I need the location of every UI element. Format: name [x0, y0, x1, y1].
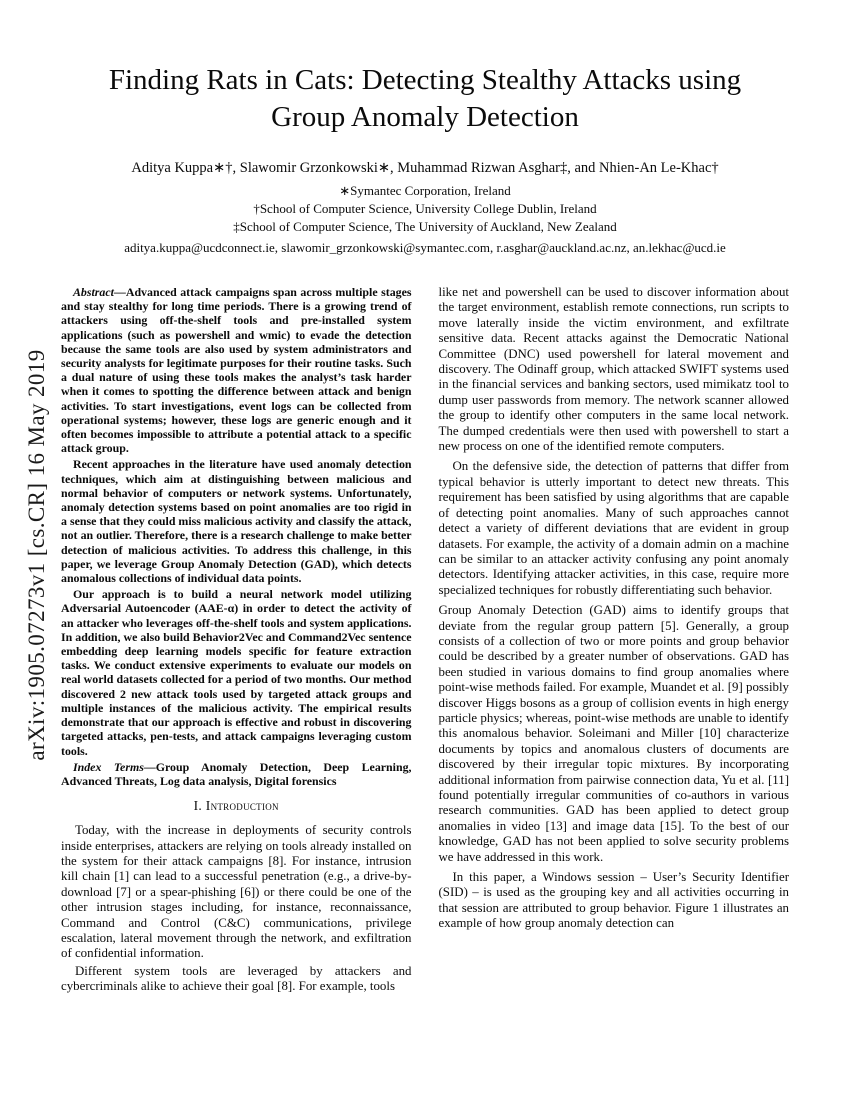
- affiliation-ucd: †School of Computer Science, University College Dublin, Ireland: [253, 201, 597, 216]
- introduction-continuation-4: In this paper, a Windows session – User’s Security Identifier (SID) – is used as the grouping key and all activities occurring in that session are attributed to group behavior. Figure 1 illustrates an example of how group anomaly detection can: [438, 870, 789, 931]
- abstract-paragraph-2: Recent approaches in the literature have used anomaly detection techniques, which aim at distinguishing between malicious and normal behavior of computers or network systems. Unfortunately, anomaly detection systems based on point anomalies are too rigid in a sense that they could miss malicious activity and classify the attack, not an outlier. Therefore, there is a research challenge to make better detection of malicious activities. To address this challenge, in this paper, we leverage Group Anomaly Detection (GAD), which detects anomalous collections of individual data points.: [61, 457, 412, 586]
- arxiv-watermark: arXiv:1905.07273v1 [cs.CR] 16 May 2019: [24, 349, 49, 761]
- section-heading-introduction: I. Introduction: [193, 798, 279, 814]
- introduction-paragraph-1: Today, with the increase in deployments of security controls inside enterprises, attackers are relying on tools already installed on the system for their attack campaigns [8]. For instance, intrusion kill chain [1] can lead to a successful penetration (e.g., a drive-by-download [7] or a spear-phishing [6]) or there could be one of the other intrusion stages including, for instance, reconnaissance, Command and Control (C&C) communications, privilege escalation, lateral movement through the network, and exfiltration of confidential information.: [61, 823, 412, 961]
- left-column: [61, 285, 412, 997]
- index-terms-lead-label: Index Terms—: [73, 759, 156, 774]
- introduction-continuation-3: Group Anomaly Detection (GAD) aims to identify groups that deviate from the regular group pattern [5]. Generally, a group consists of a collection of two or more points and group behavior could be described by a greater number of observations. GAD has been studied in various domains to find group anomalies where point-wise methods failed. For example, Muandet et al. [9] possibly discover Higgs bosons as a group of collision events in high energy particle physics; whereas, point-wise methods are unable to identify this anomalous behavior. Soleimani and Miller [10] characterize documents by topics and anomalous clusters of documents are discovered by their irregular topic mixtures. By incorporating additional information from pairwise connection data, Yu et al. [11] found potentially irregular communities of co-authors in various research communities. GAD has been applied to detect group anomalies in video [13] and image data [15]. To the best of our knowledge, GAD has not been applied to solve security problems we have addressed in this work.: [438, 603, 789, 864]
- authors-line: Aditya Kuppa∗†, Slawomir Grzonkowski∗, Muhammad Rizwan Asghar‡, and Nhien-An Le-Khac†: [131, 160, 719, 176]
- author-emails: aditya.kuppa@ucdconnect.ie, slawomir_grzonkowski@symantec.com, r.asghar@auckland.ac.nz, an.lekhac@ucd.ie: [124, 240, 726, 255]
- affiliation-auckland: ‡School of Computer Science, The University of Auckland, New Zealand: [233, 219, 617, 234]
- two-column-body: [61, 285, 789, 997]
- paper-title: Finding Rats in Cats: Detecting Stealthy Attacks using Group Anomaly Detection: [108, 64, 742, 133]
- affiliation-symantec: ∗Symantec Corporation, Ireland: [339, 183, 511, 198]
- introduction-paragraph-2: Different system tools are leveraged by attackers and cybercriminals alike to achieve their goal [8]. For example, tools: [61, 963, 412, 994]
- introduction-continuation-1: like net and powershell can be used to discover information about the target environment, establish remote connections, run scripts to move laterally inside the victim environment, and exfiltrate sensitive data. Recent attacks against the Democratic National Committee (DNC) used powershell for lateral movement and discovery. The Odinaff group, which attacked SWIFT systems used in the financial services and banking sectors, used mimikatz tool to dump user passwords from memory. The network scanner allowed the group to identify other computers in the same local network. The dumped credentials were then used with powershell to start a new process on one of the identified remote computers.: [438, 285, 789, 454]
- abstract-paragraph-1-text: Advanced attack campaigns span across multiple stages and stay stealthy for long time periods. There is a growing trend of attackers using off-the-shelf tools and pre-installed system applications (such as powershell and wmic) to evade the detection because the same tools are also used by system administrators and security analysts for legitimate purposes for their routine tasks. Such a dual nature of using these tools makes the analyst’s task harder when it comes to spotting the difference between attack and benign activities. To start investigations, event logs can be collected from operational systems; however, these logs are generic enough and it often becomes impossible to attribute a potential attack to a specific attack group.: [61, 285, 412, 456]
- right-column: [439, 285, 790, 997]
- index-terms-text: Group Anomaly Detection, Deep Learning, Advanced Threats, Log data analysis, Digital forensics: [61, 759, 412, 788]
- abstract-paragraph-1: [61, 285, 412, 455]
- abstract-paragraph-3: Our approach is to build a neural network model utilizing Adversarial Autoencoder (AAE-α) in order to detect the activity of an attacker who leverages off-the-shelf tools and system applications. In addition, we also build Behavior2Vec and Command2Vec sentence embedding deep learning models specific for feature extraction tasks. We conduct extensive experiments to evaluate our models on real world datasets collected for a period of two months. Our method discovered 2 new attack tools used by targeted attack groups and multiple instances of the malicious activity. The empirical results demonstrate that our approach is effective and robust in discovering targeted attacks, pen-tests, and attack campaigns leveraging custom tools.: [61, 587, 412, 758]
- abstract-lead-label: Abstract—: [73, 285, 126, 299]
- index-terms-paragraph: [61, 760, 412, 788]
- paper-header: [0, 0, 850, 257]
- affiliations-block: [0, 182, 850, 236]
- introduction-continuation-2: On the defensive side, the detection of patterns that differ from typical behavior is utterly important to detect new threats. This requirement has been satisfied by using algorithms that are capable of detecting point anomalies. Many of such approaches cannot detect a variety of different deviations that are evident in group datasets. For example, the activity of a domain admin on a machine can be similar to an attacker activity confusing any point anomaly detectors. Identifying attacker activities, in this case, require more specialized techniques for robustly differentiating such behavior.: [438, 459, 789, 597]
